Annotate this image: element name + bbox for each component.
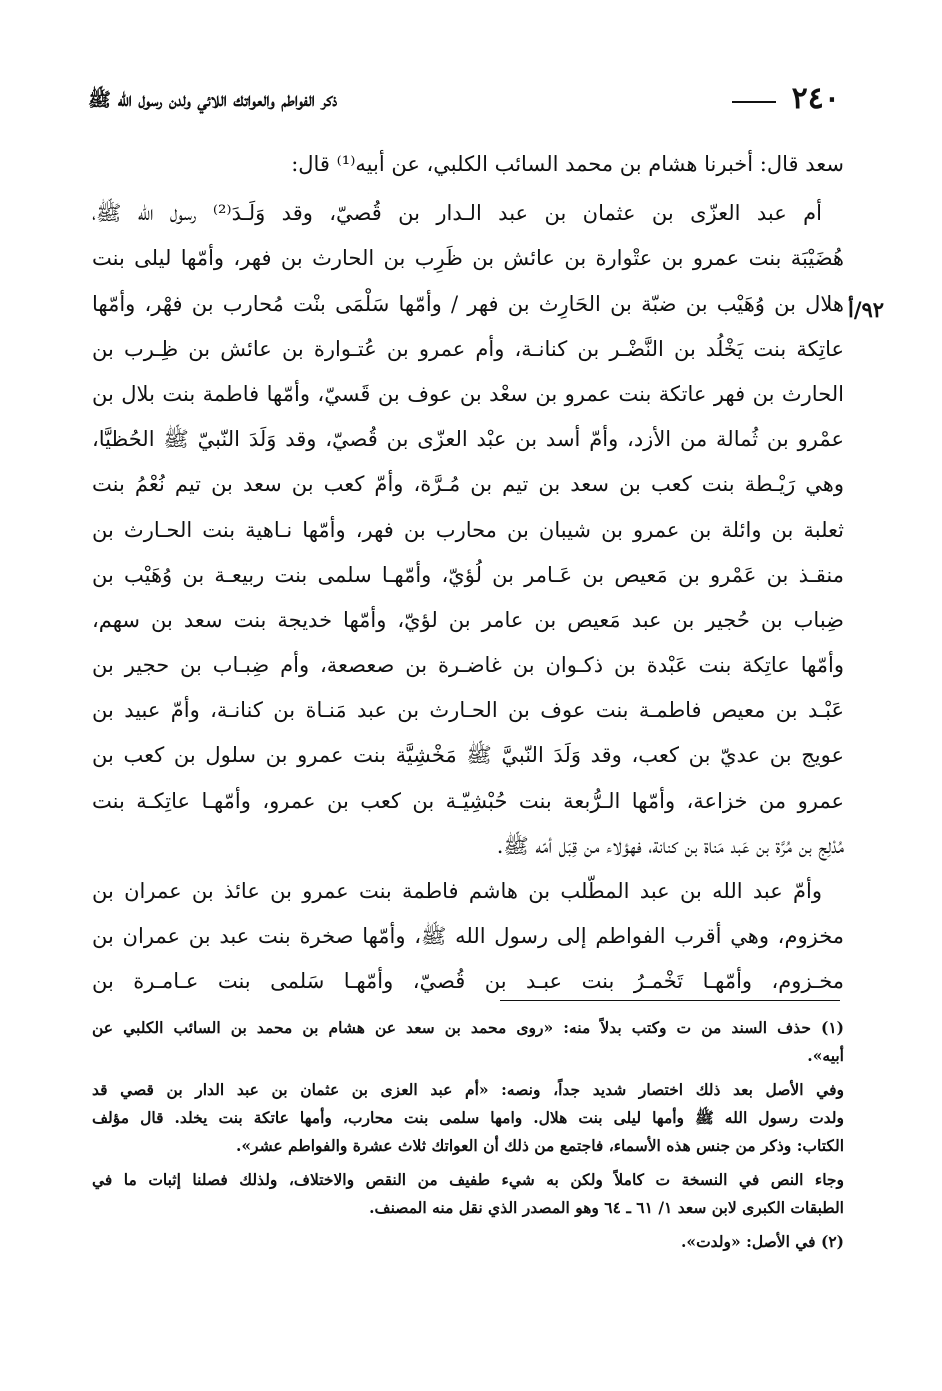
footnote-separator — [500, 1000, 840, 1001]
footnote-2 — [92, 1228, 844, 1256]
text-line: مخزوم، وهي أقرب الفواطم إلى رسول الله ﷺ، وأمّها صخرة بنت عبد بن عمران بن — [92, 924, 844, 949]
footnote-line: (٢) في الأصل: «ولدت». — [681, 1232, 844, 1251]
text-line: الحارث بن فهر عاتكة بنت عمرو بن سعْد بن عوف بن قَسيّ، وأمّها فاطمة بنت بلال بن — [92, 381, 844, 406]
footnote-line: وجاء النص في النسخة ت كاملاً ولكن به شيء طفيف من النقص والاختلاف، ولذلك فصلنا إثبات ما في — [92, 1170, 844, 1189]
text-line: مُدْلِج بن مُرَّة بن عَبد مَناة بن كنانة، فهؤلاء من قِبَل أمّه ﷺ. — [496, 833, 844, 858]
text-line: عويج بن عديّ بن كعب، وقد وَلَدَ النّبيَّ ﷺ مَخْشِيَّة بنت عمرو بن سلول بن كعب بن — [92, 743, 844, 768]
footnote-1 — [92, 1014, 844, 1070]
text-line: أم عبد العزّى بن عثمان بن عبد الـدار بن قُصيّ، وقد وَلَـدَ⁽²⁾ رسول الله ﷺ، — [92, 201, 823, 226]
footnotes — [92, 1014, 844, 1256]
footnote-line: أبيه». — [807, 1046, 844, 1065]
text-line: عَبْـد بن معيص فاطمـة بنت عوف بن الحـارث بن عبد مَنـاة بن كنانـة، وأمّ عبيد بن — [92, 698, 844, 723]
header-rule — [732, 101, 776, 103]
text-line: ثعلبة بن وائلة بن عمرو بن شيبان بن محارب بن فهر، وأمّها نـاهية بنت الحـارث بن — [92, 517, 844, 542]
manuscript-folio-marker: ٩٢/أ — [848, 297, 885, 322]
page-header — [88, 82, 840, 116]
running-title: ذكر الفواطم والعواتك اللائي ولدن رسول الله ﷺ — [88, 89, 338, 111]
text-line: هُضَيْبَة بنت عمرو بن عتْوارة بن عائش بن ظَرِب بن الحارث بن فهر، وأمّها ليلى بنت — [92, 246, 844, 271]
footnote-line: الطبقات الكبرى لابن سعد ١/ ٦١ ـ ٦٤ وهو المصدر الذي نقل منه المصنف. — [369, 1198, 844, 1217]
text-line: عاتِكة بنت يَخْلُد بن النَّضْـر بن كنانـة، وأم عمرو بن عُتـوارة بن عائش بن ظِـرب بن — [92, 336, 844, 361]
main-text — [92, 142, 844, 1005]
footnote-line: ولدت رسول الله ﷺ وأمها ليلى بنت هلال. وامها سلمى بنت محارب، وأمها عاتكة بنت يخلد. قال مؤلف — [92, 1108, 844, 1127]
footnote-line: (١) حذف السند من ت وكتب بدلاً منه: «روى محمد بن سعد عن هشام بن محمد بن السائب الكلبي عن — [92, 1018, 844, 1037]
footnote-1-continued — [92, 1076, 844, 1160]
page-number: ٢٤٠ — [791, 81, 840, 116]
text-line: عمرو من خزاعة، وأمّها الـرُّبعة بنت حُبْشِيّـة بن كعب بن عمرو، وأمّهـا عاتِكـة بنت — [92, 788, 844, 813]
text-line: هلال بن وُهَيْب بن ضبّة بن الحَارِث بن فهر / وأمّها سَلْمَى بنْت مُحارب بن فهْر، وأمّها — [92, 291, 844, 316]
text-line: وأمّ عبد الله بن عبد المطّلب بن هاشم فاطمة بنت عمرو بن عائذ بن عمران بن — [92, 879, 822, 903]
text-line: منقـذ بن عَمْرو بن مَعيص بن عَـامر بن لُؤيّ، وأمّهـا سلمى بنت ربيعـة بن وُهَيْب بن — [92, 562, 844, 587]
paragraph-1 — [92, 191, 844, 869]
paragraph-2 — [92, 869, 844, 1005]
footnote-line: وفي الأصل بعد ذلك اختصار شديد جداً، ونصه: «أم عبد العزى بن عثمان بن عبد الدار بن قصي قد — [92, 1080, 844, 1099]
footnote-1-continued-2 — [92, 1166, 844, 1222]
text-line: عمْرو بن ثُمالة من الأزد، وأمّ أسد بن عبْد العزّى بن قُصيّ، وقد وَلَدَ النّبيّ ﷺ الحُظيَّا، — [92, 427, 844, 452]
footnote-line: الكتاب: وذكر من جنس هذه الأسماء، فاجتمع من ذلك أن العواتك ثلاث عشرة والفواطم عشر». — [235, 1136, 844, 1155]
text-line: مخـزوم، وأمّهـا تَخْمـرُ بنت عبـد بن قُصيّ، وأمّهـا سَلمى بنت عـامـرة بن — [92, 969, 844, 994]
text-line: وأمّها عاتِكة بنت عَبْدة بن ذكـوان بن غاضـرة بن صعصعة، وأم ضِبـاب بن حجير بن — [92, 653, 844, 678]
intro-line: سعد قال: أخبرنا هشام بن محمد السائب الكلبي، عن أبيه⁽¹⁾ قال: — [291, 152, 844, 176]
text-line: وهي رَيْـطة بنت كعب بن سعد بن تيم بن مُـرَّة، وأمّ كعب بن سعد بن تيم نُعْمُ بنت — [92, 472, 844, 497]
text-line: ضِباب بن حُجير بن عبد مَعيص بن عامر بن لؤيّ، وأمّها خديجة بنت سعد بن سهم، — [92, 607, 844, 632]
